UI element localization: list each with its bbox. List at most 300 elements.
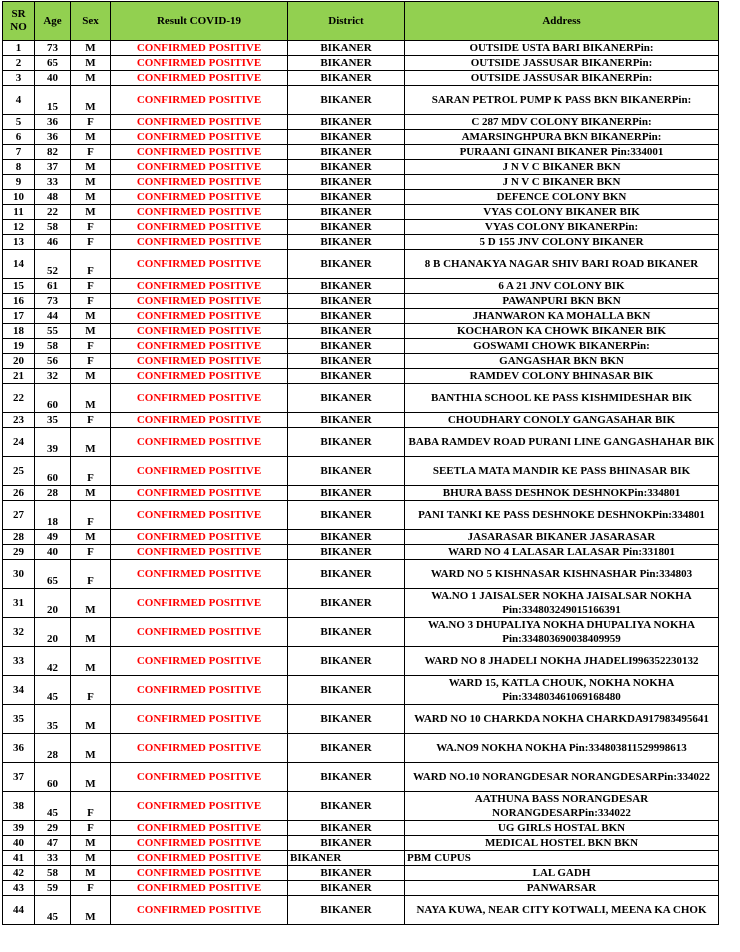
address-cell: PAWANPURI BKN BKN	[405, 294, 719, 309]
sr-cell: 10	[3, 190, 35, 205]
result-cell: CONFIRMED POSITIVE	[111, 676, 288, 705]
district-cell: BIKANER	[288, 175, 405, 190]
address-cell: C 287 MDV COLONY BIKANERPin:	[405, 115, 719, 130]
sr-cell: 7	[3, 145, 35, 160]
age-cell: 61	[35, 279, 71, 294]
sr-cell: 18	[3, 324, 35, 339]
sex-cell: M	[71, 41, 111, 56]
district-cell: BIKANER	[288, 205, 405, 220]
table-row	[3, 560, 719, 589]
sex-cell: M	[71, 647, 111, 676]
sr-cell: 30	[3, 560, 35, 589]
result-cell: CONFIRMED POSITIVE	[111, 881, 288, 896]
sr-cell: 31	[3, 589, 35, 618]
district-cell: BIKANER	[288, 501, 405, 530]
header-district: District	[288, 2, 405, 41]
sex-cell: F	[71, 354, 111, 369]
district-cell: BIKANER	[288, 530, 405, 545]
district-cell: BIKANER	[288, 851, 405, 866]
age-cell: 82	[35, 145, 71, 160]
age-cell: 60	[35, 763, 71, 792]
table-row	[3, 324, 719, 339]
address-cell: 5 D 155 JNV COLONY BIKANER	[405, 235, 719, 250]
result-cell: CONFIRMED POSITIVE	[111, 866, 288, 881]
age-cell: 47	[35, 836, 71, 851]
table-row	[3, 175, 719, 190]
address-cell: LAL GADH	[405, 866, 719, 881]
district-cell: BIKANER	[288, 881, 405, 896]
address-cell: WARD NO 4 LALASAR LALASAR Pin:331801	[405, 545, 719, 560]
sr-cell: 9	[3, 175, 35, 190]
age-cell: 22	[35, 205, 71, 220]
age-cell: 60	[35, 384, 71, 413]
address-cell: WARD NO.10 NORANGDESAR NORANGDESARPin:334022	[405, 763, 719, 792]
sex-cell: M	[71, 190, 111, 205]
district-cell: BIKANER	[288, 384, 405, 413]
result-cell: CONFIRMED POSITIVE	[111, 130, 288, 145]
result-cell: CONFIRMED POSITIVE	[111, 545, 288, 560]
sex-cell: F	[71, 413, 111, 428]
address-cell: 8 B CHANAKYA NAGAR SHIV BARI ROAD BIKANER	[405, 250, 719, 279]
header-row	[3, 2, 719, 41]
table-row	[3, 705, 719, 734]
result-cell: CONFIRMED POSITIVE	[111, 354, 288, 369]
header-sex: Sex	[71, 2, 111, 41]
table-row	[3, 428, 719, 457]
sex-cell: F	[71, 881, 111, 896]
age-cell: 29	[35, 821, 71, 836]
result-cell: CONFIRMED POSITIVE	[111, 836, 288, 851]
sex-cell: F	[71, 115, 111, 130]
sr-cell: 3	[3, 71, 35, 86]
table-row	[3, 294, 719, 309]
district-cell: BIKANER	[288, 71, 405, 86]
district-cell: BIKANER	[288, 866, 405, 881]
address-cell: OUTSIDE JASSUSAR BIKANERPin:	[405, 71, 719, 86]
table-row	[3, 56, 719, 71]
sex-cell: F	[71, 676, 111, 705]
result-cell: CONFIRMED POSITIVE	[111, 457, 288, 486]
address-cell: WA.NO 3 DHUPALIYA NOKHA DHUPALIYA NOKHA Pin:334803690038409959	[405, 618, 719, 647]
sr-cell: 33	[3, 647, 35, 676]
age-cell: 45	[35, 676, 71, 705]
sex-cell: M	[71, 866, 111, 881]
sr-cell: 6	[3, 130, 35, 145]
table-row	[3, 836, 719, 851]
table-row	[3, 851, 719, 866]
sex-cell: M	[71, 369, 111, 384]
table-row	[3, 530, 719, 545]
sex-cell: M	[71, 384, 111, 413]
age-cell: 33	[35, 851, 71, 866]
result-cell: CONFIRMED POSITIVE	[111, 309, 288, 324]
district-cell: BIKANER	[288, 792, 405, 821]
table-row	[3, 384, 719, 413]
result-cell: CONFIRMED POSITIVE	[111, 647, 288, 676]
sr-cell: 20	[3, 354, 35, 369]
result-cell: CONFIRMED POSITIVE	[111, 71, 288, 86]
address-cell: BANTHIA SCHOOL KE PASS KISHMIDESHAR BIK	[405, 384, 719, 413]
age-cell: 55	[35, 324, 71, 339]
district-cell: BIKANER	[288, 896, 405, 925]
sex-cell: M	[71, 324, 111, 339]
district-cell: BIKANER	[288, 560, 405, 589]
table-row	[3, 763, 719, 792]
address-cell: BABA RAMDEV ROAD PURANI LINE GANGASHAHAR BIK	[405, 428, 719, 457]
age-cell: 46	[35, 235, 71, 250]
table-row	[3, 235, 719, 250]
sr-cell: 29	[3, 545, 35, 560]
sr-cell: 2	[3, 56, 35, 71]
district-cell: BIKANER	[288, 41, 405, 56]
district-cell: BIKANER	[288, 413, 405, 428]
sex-cell: F	[71, 279, 111, 294]
address-cell: CHOUDHARY CONOLY GANGASAHAR BIK	[405, 413, 719, 428]
sr-cell: 37	[3, 763, 35, 792]
sex-cell: M	[71, 530, 111, 545]
sex-cell: F	[71, 501, 111, 530]
header-age: Age	[35, 2, 71, 41]
address-cell: NAYA KUWA, NEAR CITY KOTWALI, MEENA KA CHOK	[405, 896, 719, 925]
age-cell: 33	[35, 175, 71, 190]
sex-cell: M	[71, 705, 111, 734]
district-cell: BIKANER	[288, 56, 405, 71]
age-cell: 40	[35, 545, 71, 560]
sex-cell: M	[71, 56, 111, 71]
sr-cell: 42	[3, 866, 35, 881]
sr-cell: 13	[3, 235, 35, 250]
sex-cell: F	[71, 235, 111, 250]
sex-cell: M	[71, 175, 111, 190]
district-cell: BIKANER	[288, 115, 405, 130]
result-cell: CONFIRMED POSITIVE	[111, 86, 288, 115]
age-cell: 58	[35, 339, 71, 354]
result-cell: CONFIRMED POSITIVE	[111, 501, 288, 530]
result-cell: CONFIRMED POSITIVE	[111, 821, 288, 836]
age-cell: 40	[35, 71, 71, 86]
header-result: Result COVID-19	[111, 2, 288, 41]
table-row	[3, 160, 719, 175]
district-cell: BIKANER	[288, 190, 405, 205]
sex-cell: M	[71, 86, 111, 115]
age-cell: 45	[35, 792, 71, 821]
table-row	[3, 821, 719, 836]
table-row	[3, 457, 719, 486]
sr-cell: 21	[3, 369, 35, 384]
district-cell: BIKANER	[288, 220, 405, 235]
address-cell: 6 A 21 JNV COLONY BIK	[405, 279, 719, 294]
sex-cell: M	[71, 896, 111, 925]
sr-cell: 34	[3, 676, 35, 705]
age-cell: 18	[35, 501, 71, 530]
table-row	[3, 339, 719, 354]
district-cell: BIKANER	[288, 836, 405, 851]
sr-cell: 15	[3, 279, 35, 294]
table-row	[3, 145, 719, 160]
age-cell: 20	[35, 589, 71, 618]
result-cell: CONFIRMED POSITIVE	[111, 41, 288, 56]
address-cell: AATHUNA BASS NORANGDESAR NORANGDESARPin:334022	[405, 792, 719, 821]
sr-cell: 12	[3, 220, 35, 235]
sr-cell: 25	[3, 457, 35, 486]
sr-cell: 14	[3, 250, 35, 279]
address-cell: KOCHARON KA CHOWK BIKANER BIK	[405, 324, 719, 339]
table-body	[3, 41, 719, 925]
table-row	[3, 676, 719, 705]
age-cell: 65	[35, 56, 71, 71]
sex-cell: M	[71, 618, 111, 647]
table-row	[3, 866, 719, 881]
result-cell: CONFIRMED POSITIVE	[111, 530, 288, 545]
result-cell: CONFIRMED POSITIVE	[111, 205, 288, 220]
sr-cell: 8	[3, 160, 35, 175]
district-cell: BIKANER	[288, 545, 405, 560]
table-row	[3, 71, 719, 86]
age-cell: 49	[35, 530, 71, 545]
sr-cell: 40	[3, 836, 35, 851]
age-cell: 42	[35, 647, 71, 676]
address-cell: GOSWAMI CHOWK BIKANERPin:	[405, 339, 719, 354]
sr-cell: 19	[3, 339, 35, 354]
table-row	[3, 896, 719, 925]
age-cell: 37	[35, 160, 71, 175]
sex-cell: F	[71, 821, 111, 836]
sex-cell: M	[71, 589, 111, 618]
sex-cell: M	[71, 486, 111, 501]
result-cell: CONFIRMED POSITIVE	[111, 339, 288, 354]
address-cell: DEFENCE COLONY BKN	[405, 190, 719, 205]
result-cell: CONFIRMED POSITIVE	[111, 851, 288, 866]
age-cell: 20	[35, 618, 71, 647]
address-cell: J N V C BIKANER BKN	[405, 160, 719, 175]
table-row	[3, 501, 719, 530]
sr-cell: 5	[3, 115, 35, 130]
address-cell: PBM CUPUS	[405, 851, 719, 866]
age-cell: 48	[35, 190, 71, 205]
sex-cell: M	[71, 734, 111, 763]
address-cell: WARD NO 5 KISHNASAR KISHNASHAR Pin:334803	[405, 560, 719, 589]
result-cell: CONFIRMED POSITIVE	[111, 763, 288, 792]
address-cell: MEDICAL HOSTEL BKN BKN	[405, 836, 719, 851]
address-cell: WA.NO 1 JAISALSER NOKHA JAISALSAR NOKHA Pin:334803249015166391	[405, 589, 719, 618]
address-cell: SEETLA MATA MANDIR KE PASS BHINASAR BIK	[405, 457, 719, 486]
result-cell: CONFIRMED POSITIVE	[111, 428, 288, 457]
district-cell: BIKANER	[288, 235, 405, 250]
sex-cell: F	[71, 339, 111, 354]
district-cell: BIKANER	[288, 676, 405, 705]
result-cell: CONFIRMED POSITIVE	[111, 486, 288, 501]
sr-cell: 43	[3, 881, 35, 896]
address-cell: WARD NO 10 CHARKDA NOKHA CHARKDA917983495641	[405, 705, 719, 734]
result-cell: CONFIRMED POSITIVE	[111, 294, 288, 309]
table-row	[3, 250, 719, 279]
sex-cell: F	[71, 457, 111, 486]
result-cell: CONFIRMED POSITIVE	[111, 792, 288, 821]
district-cell: BIKANER	[288, 763, 405, 792]
address-cell: WA.NO9 NOKHA NOKHA Pin:334803811529998613	[405, 734, 719, 763]
result-cell: CONFIRMED POSITIVE	[111, 56, 288, 71]
address-cell: OUTSIDE USTA BARI BIKANERPin:	[405, 41, 719, 56]
district-cell: BIKANER	[288, 86, 405, 115]
address-cell: UG GIRLS HOSTAL BKN	[405, 821, 719, 836]
sex-cell: M	[71, 160, 111, 175]
result-cell: CONFIRMED POSITIVE	[111, 160, 288, 175]
table-row	[3, 354, 719, 369]
result-cell: CONFIRMED POSITIVE	[111, 560, 288, 589]
address-cell: JHANWARON KA MOHALLA BKN	[405, 309, 719, 324]
age-cell: 73	[35, 41, 71, 56]
age-cell: 28	[35, 486, 71, 501]
age-cell: 44	[35, 309, 71, 324]
address-cell: JASARASAR BIKANER JASARASAR	[405, 530, 719, 545]
sr-cell: 39	[3, 821, 35, 836]
district-cell: BIKANER	[288, 339, 405, 354]
table-row	[3, 486, 719, 501]
address-cell: GANGASHAR BKN BKN	[405, 354, 719, 369]
address-cell: RAMDEV COLONY BHINASAR BIK	[405, 369, 719, 384]
district-cell: BIKANER	[288, 734, 405, 763]
sr-cell: 27	[3, 501, 35, 530]
result-cell: CONFIRMED POSITIVE	[111, 250, 288, 279]
table-row	[3, 545, 719, 560]
result-cell: CONFIRMED POSITIVE	[111, 324, 288, 339]
sr-cell: 16	[3, 294, 35, 309]
age-cell: 35	[35, 705, 71, 734]
table-row	[3, 618, 719, 647]
age-cell: 73	[35, 294, 71, 309]
district-cell: BIKANER	[288, 309, 405, 324]
sex-cell: M	[71, 836, 111, 851]
table-row	[3, 369, 719, 384]
address-cell: J N V C BIKANER BKN	[405, 175, 719, 190]
address-cell: AMARSINGHPURA BKN BIKANERPin:	[405, 130, 719, 145]
table-row	[3, 86, 719, 115]
result-cell: CONFIRMED POSITIVE	[111, 705, 288, 734]
table-row	[3, 115, 719, 130]
table-row	[3, 309, 719, 324]
district-cell: BIKANER	[288, 428, 405, 457]
result-cell: CONFIRMED POSITIVE	[111, 220, 288, 235]
district-cell: BIKANER	[288, 589, 405, 618]
table-row	[3, 41, 719, 56]
address-cell: VYAS COLONY BIKANER BIK	[405, 205, 719, 220]
sex-cell: F	[71, 250, 111, 279]
district-cell: BIKANER	[288, 486, 405, 501]
sr-cell: 23	[3, 413, 35, 428]
district-cell: BIKANER	[288, 821, 405, 836]
result-cell: CONFIRMED POSITIVE	[111, 175, 288, 190]
sr-cell: 41	[3, 851, 35, 866]
district-cell: BIKANER	[288, 160, 405, 175]
age-cell: 15	[35, 86, 71, 115]
age-cell: 39	[35, 428, 71, 457]
sex-cell: M	[71, 71, 111, 86]
result-cell: CONFIRMED POSITIVE	[111, 618, 288, 647]
result-cell: CONFIRMED POSITIVE	[111, 384, 288, 413]
table-row	[3, 190, 719, 205]
district-cell: BIKANER	[288, 279, 405, 294]
sr-cell: 38	[3, 792, 35, 821]
age-cell: 28	[35, 734, 71, 763]
result-cell: CONFIRMED POSITIVE	[111, 734, 288, 763]
age-cell: 65	[35, 560, 71, 589]
sr-cell: 28	[3, 530, 35, 545]
sr-cell: 22	[3, 384, 35, 413]
sr-cell: 44	[3, 896, 35, 925]
sr-cell: 17	[3, 309, 35, 324]
table-row	[3, 647, 719, 676]
result-cell: CONFIRMED POSITIVE	[111, 413, 288, 428]
address-cell: OUTSIDE JASSUSAR BIKANERPin:	[405, 56, 719, 71]
table-row	[3, 589, 719, 618]
sex-cell: M	[71, 851, 111, 866]
sex-cell: F	[71, 220, 111, 235]
address-cell: WARD NO 8 JHADELI NOKHA JHADELI996352230132	[405, 647, 719, 676]
address-cell: SARAN PETROL PUMP K PASS BKN BIKANERPin:	[405, 86, 719, 115]
table-row	[3, 881, 719, 896]
sex-cell: M	[71, 309, 111, 324]
age-cell: 35	[35, 413, 71, 428]
result-cell: CONFIRMED POSITIVE	[111, 190, 288, 205]
district-cell: BIKANER	[288, 369, 405, 384]
district-cell: BIKANER	[288, 294, 405, 309]
table-row	[3, 220, 719, 235]
sex-cell: F	[71, 792, 111, 821]
age-cell: 56	[35, 354, 71, 369]
age-cell: 60	[35, 457, 71, 486]
district-cell: BIKANER	[288, 618, 405, 647]
sex-cell: M	[71, 763, 111, 792]
sex-cell: M	[71, 205, 111, 220]
sr-cell: 4	[3, 86, 35, 115]
table-row	[3, 205, 719, 220]
result-cell: CONFIRMED POSITIVE	[111, 896, 288, 925]
table-row	[3, 413, 719, 428]
sex-cell: M	[71, 428, 111, 457]
result-cell: CONFIRMED POSITIVE	[111, 235, 288, 250]
age-cell: 52	[35, 250, 71, 279]
result-cell: CONFIRMED POSITIVE	[111, 145, 288, 160]
district-cell: BIKANER	[288, 647, 405, 676]
address-cell: PANWARSAR	[405, 881, 719, 896]
age-cell: 45	[35, 896, 71, 925]
district-cell: BIKANER	[288, 145, 405, 160]
table-row	[3, 792, 719, 821]
sex-cell: F	[71, 294, 111, 309]
age-cell: 32	[35, 369, 71, 384]
age-cell: 58	[35, 866, 71, 881]
result-cell: CONFIRMED POSITIVE	[111, 279, 288, 294]
address-cell: BHURA BASS DESHNOK DESHNOKPin:334801	[405, 486, 719, 501]
address-cell: WARD 15, KATLA CHOUK, NOKHA NOKHA Pin:334803461069168480	[405, 676, 719, 705]
age-cell: 36	[35, 130, 71, 145]
sr-cell: 35	[3, 705, 35, 734]
table-row	[3, 130, 719, 145]
sex-cell: F	[71, 545, 111, 560]
sex-cell: F	[71, 145, 111, 160]
table-row	[3, 279, 719, 294]
result-cell: CONFIRMED POSITIVE	[111, 115, 288, 130]
district-cell: BIKANER	[288, 705, 405, 734]
table-row	[3, 734, 719, 763]
sr-cell: 11	[3, 205, 35, 220]
district-cell: BIKANER	[288, 324, 405, 339]
district-cell: BIKANER	[288, 250, 405, 279]
result-cell: CONFIRMED POSITIVE	[111, 369, 288, 384]
address-cell: PANI TANKI KE PASS DESHNOKE DESHNOKPin:334801	[405, 501, 719, 530]
district-cell: BIKANER	[288, 354, 405, 369]
sex-cell: M	[71, 130, 111, 145]
